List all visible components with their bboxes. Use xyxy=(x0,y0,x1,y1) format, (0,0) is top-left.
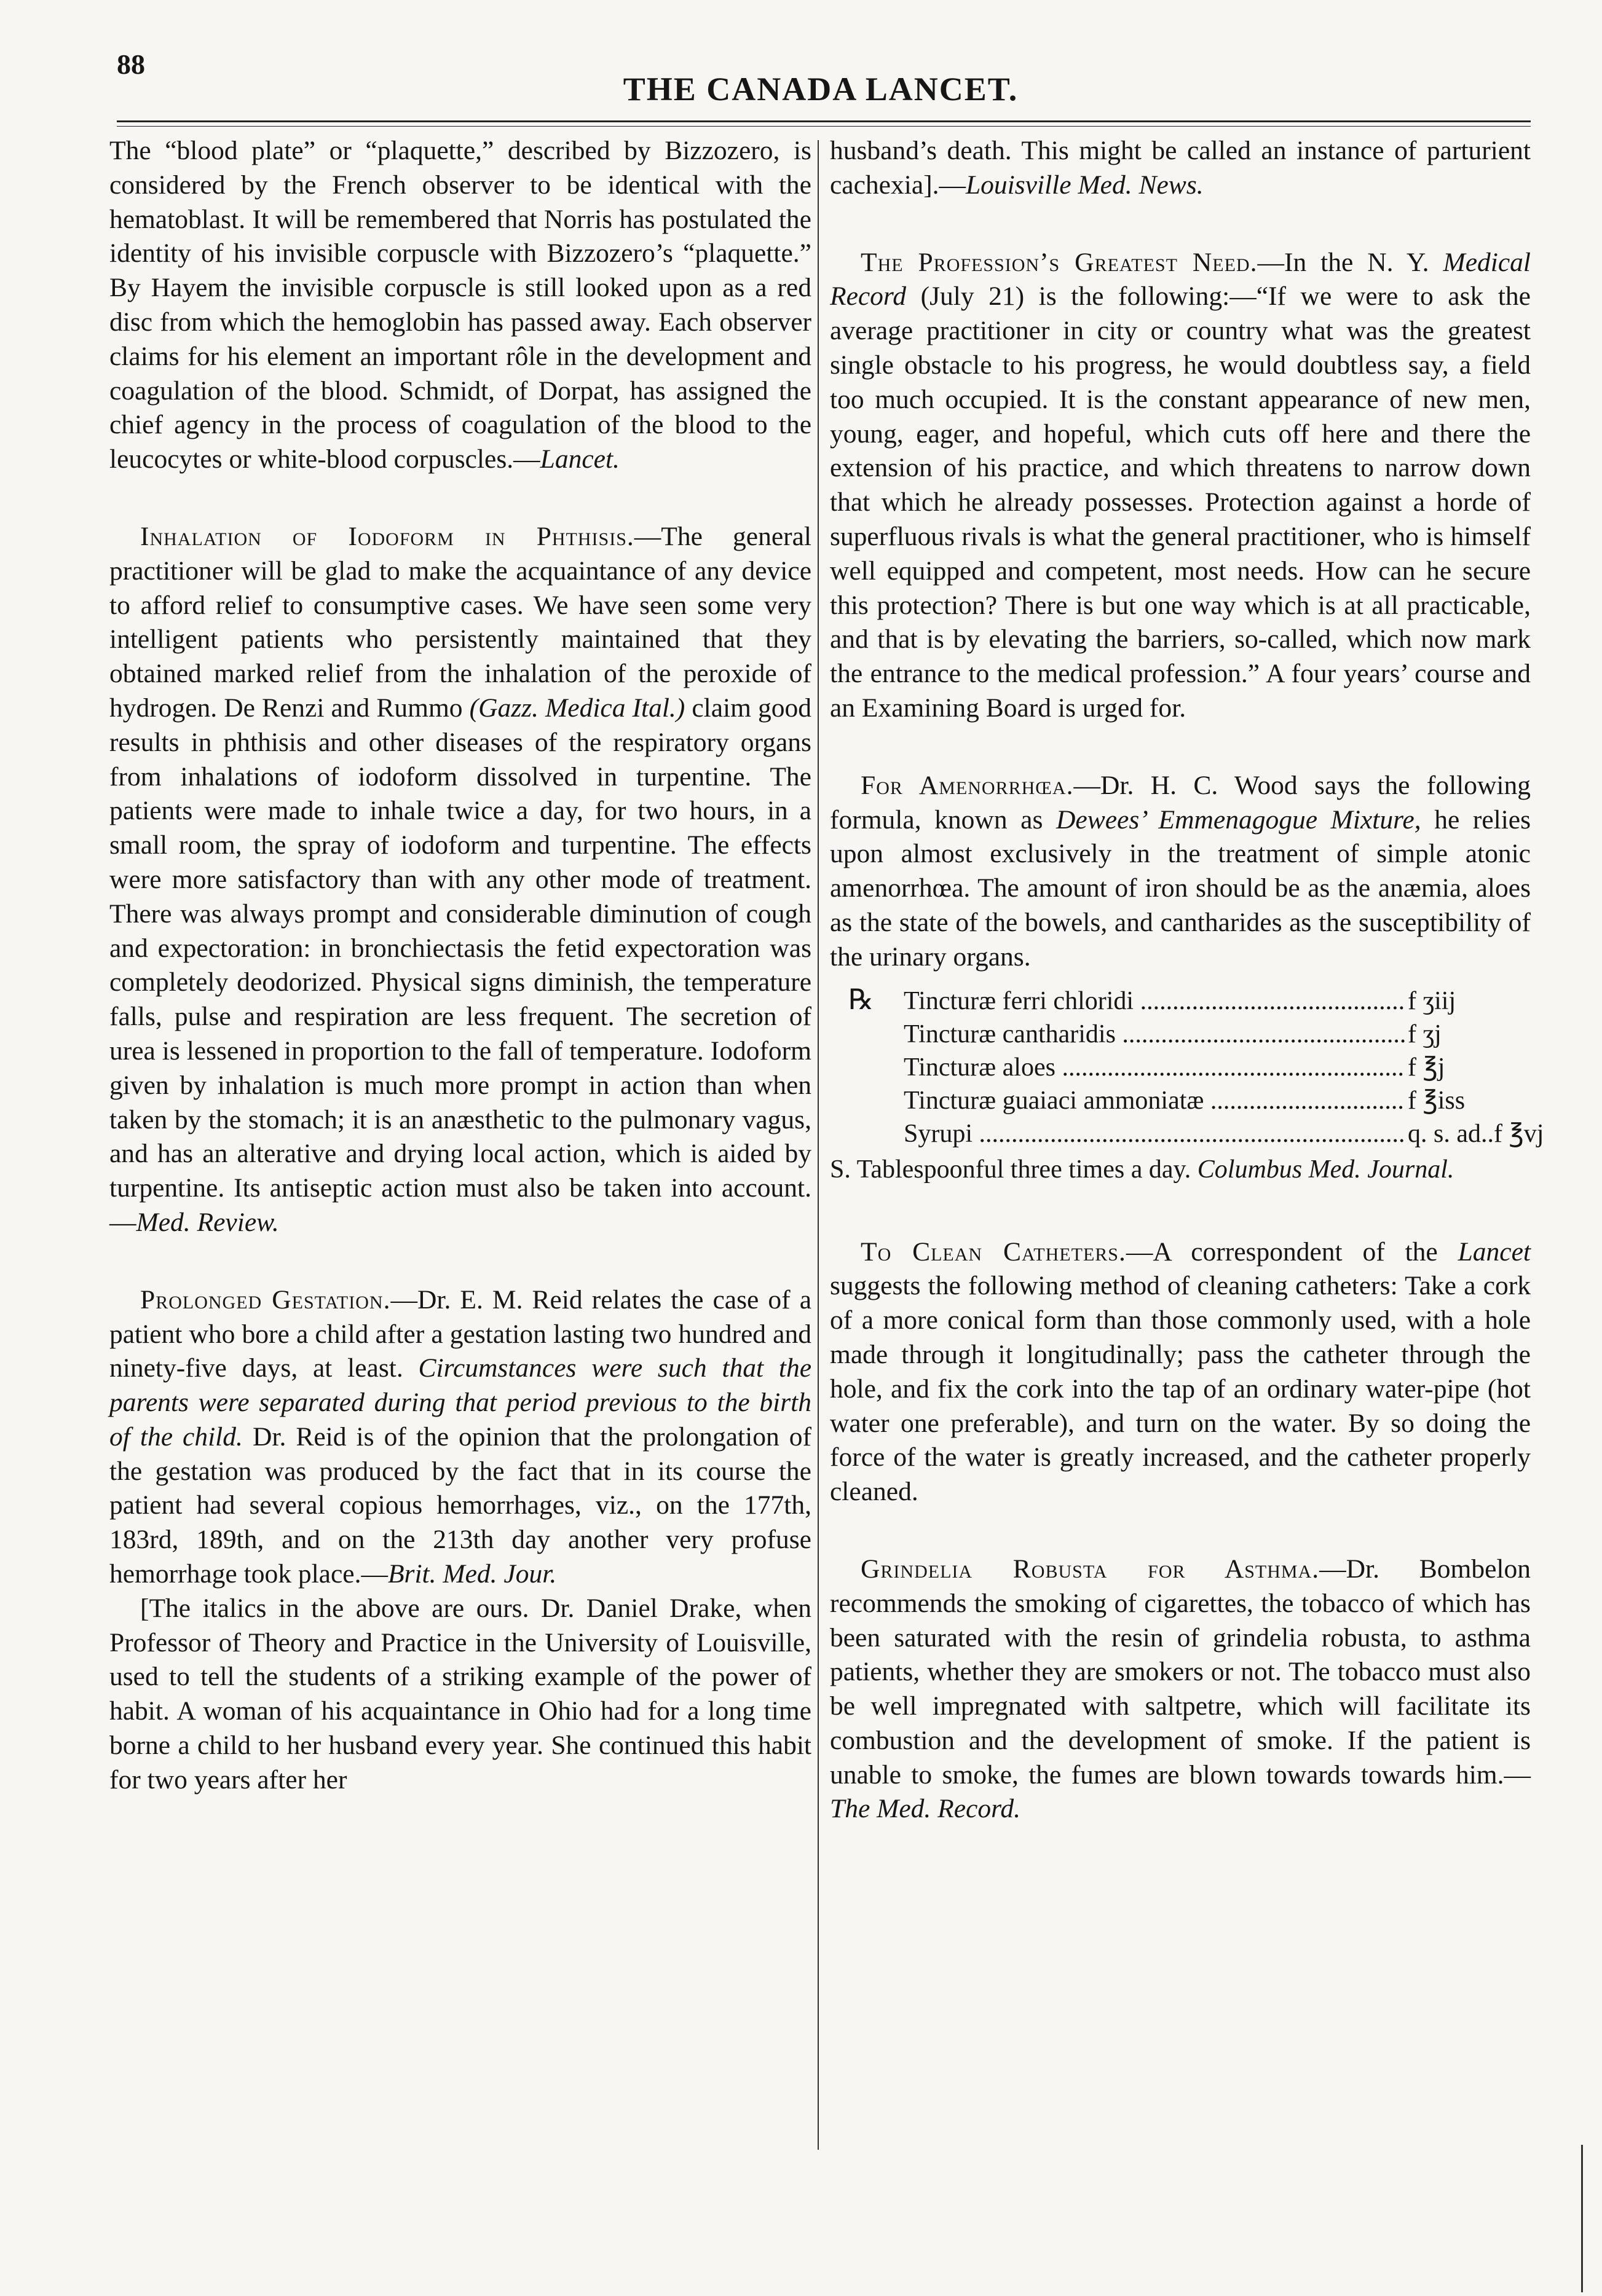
prescription-signa xyxy=(830,1153,1531,1186)
article-text: Dr. Reid is of the opinion that the prolongation of the gestation was produced by the fact that in its course the patient had several copious hemorrhages, viz., on the 177th, 183rd, 189th, and on the 213th day another very profuse hemorrhage took place.— xyxy=(109,1421,812,1589)
article-text: —Dr. Bombelon recommends the smoking of cigarettes, the tobacco of which has been saturated with the resin of grindelia robusta, to asthma patients, whether they are smokers or not. The tobacco must also be well impregnated with saltpetre, which will facilitate its combustion and the development of smoke. If the patient is unable to smoke, the fumes are blown towards towards him.— xyxy=(830,1554,1531,1790)
article-professions-greatest-need xyxy=(830,246,1531,726)
editorial-note: [The italics in the above are ours. Dr. Daniel Drake, when Professor of Theory and Practice in the University of Louisville, used to tell the students of a striking example of the power of habit. A woman of his acquaintance in Ohio had for a long time borne a child to her husband every year. She continued this habit for two years after her xyxy=(109,1593,811,1795)
article-amenorrhoea xyxy=(830,769,1531,975)
page-number: 88 xyxy=(117,49,145,80)
article-text: he relies upon almost exclusively in the treatment of simple atonic amenorrhœa. The amount of iron should be as the anæmia, aloes as the state of the bowels, and cantharides as the susceptibility of the urinary organs. xyxy=(830,804,1531,972)
article-text: —The general practitioner will be glad to make the acquaintance of any device to afford relief to consumptive cases. We have seen some very intelligent patients who persistently maintained that they obtained marked relief from the inhalation of the peroxide of hydrogen. De Renzi and Rummo xyxy=(109,521,812,723)
article-citation: Dewees’ Emmenagogue Mixture, xyxy=(1056,804,1421,835)
ingredient-name: Tincturæ guaiaci ammoniatæ ..... xyxy=(904,1084,1405,1117)
article-text: claim good results in phthisis and other diseases of the respiratory organs from inhalations of iodoform dissolved in turpentine. The patients were made to inhale twice a day, for two hours, in a small room, the spray of iodoform and turpentine. The effects were more satisfactory than with any other mode of treatment. There was always prompt and considerable diminution of cough and expectoration: in bronchiectasis the fetid expectoration was completely deodorized. Physical signs diminish, the temperature falls, pulse and respiration are less frequent. The secretion of urea is lessened in proportion to the fall of temperature. Iodoform given by inhalation is much more prompt in action than when taken by the stomach; it is an anæsthetic to the pulmonary vagus, and has an alterative and drying local action, which is aided by turpentine. Its antiseptic action must also be taken into account.— xyxy=(109,693,811,1237)
right-column xyxy=(830,134,1544,1826)
prescription-row xyxy=(830,1051,1531,1084)
article-heading: Prolonged Gestation. xyxy=(140,1284,391,1315)
page-edge-line xyxy=(1581,2145,1583,2292)
ingredient-quantity: q. s. ad..f ℥vj xyxy=(1408,1119,1544,1148)
article-source: Med. Review. xyxy=(136,1207,279,1237)
ingredient-name: Tincturæ ferri chloridi ..... xyxy=(904,985,1405,1018)
article-gap xyxy=(830,203,1531,246)
article-grindelia-robusta xyxy=(830,1552,1531,1826)
header-rule xyxy=(117,120,1531,127)
article-gap xyxy=(830,726,1531,769)
article-text: —In the N. Y. xyxy=(1257,247,1429,277)
article-citation: (Gazz. Medica Ital.) xyxy=(469,693,685,723)
article-inhalation-iodoform xyxy=(109,520,811,1240)
running-title: THE CANADA LANCET. xyxy=(623,71,1019,108)
prescription-row xyxy=(830,1084,1531,1117)
article-heading: The Profession’s Greatest Need. xyxy=(861,247,1258,277)
ingredient-name: Tincturæ aloes ..... xyxy=(904,1051,1405,1084)
article-source: Lancet. xyxy=(540,444,620,474)
left-column xyxy=(109,134,811,1798)
article-source: Brit. Med. Jour. xyxy=(387,1559,557,1589)
page-header xyxy=(117,44,1525,112)
article-heading: To Clean Catheters. xyxy=(861,1236,1126,1267)
article-heading: Inhalation of Iodoform in Phthisis. xyxy=(140,521,634,551)
article-clean-catheters xyxy=(830,1235,1531,1509)
prescription-row xyxy=(830,1018,1531,1051)
prescription xyxy=(830,983,1544,1186)
article-citation: Medical Record xyxy=(830,247,1531,312)
article-gap xyxy=(830,1509,1531,1552)
article-blood-plate xyxy=(109,134,811,477)
article-text: The “blood plate” or “plaquette,” described by Bizzozero, is considered by the French observer to be identical with the hematoblast. It will be remembered that Norris has postulated the identity of his invisible corpuscle with Bizzozero’s “plaquette.” By Hayem the invisible corpuscle is still looked upon as a red disc from which the hemoglobin has passed away. Each observer claims for his element an important rôle in the development and coagulation of the blood. Schmidt, of Dorpat, has assigned the chief agency in the process of coagulation of the blood to the leucocytes or white-blood corpuscles.— xyxy=(109,136,811,474)
article-heading: Grindelia Robusta for Asthma. xyxy=(861,1554,1320,1584)
ingredient-quantity: f ℥j xyxy=(1408,1053,1445,1082)
article-heading: For Amenorrhœa. xyxy=(861,770,1074,800)
article-prolonged-gestation xyxy=(109,1283,811,1592)
ingredient-quantity: f ℥iss xyxy=(1408,1086,1466,1115)
rx-symbol: ℞ xyxy=(848,983,874,1015)
article-text: husband’s death. This might be called an instance of parturient cachexia].— xyxy=(830,136,1531,200)
article-gap xyxy=(830,1192,1531,1235)
article-gap xyxy=(109,1240,811,1283)
article-gap xyxy=(109,477,811,520)
signa-text: S. Tablespoonful three times a day. xyxy=(830,1155,1191,1184)
article-text: (July 21) is the following:—“If we were to ask the average practitioner in city or country what was the greatest single obstacle to his progress, he would doubtless say, a field too much occupied. It is the constant appearance of new men, young, eager, and hopeful, which cuts off here and there the extension of his practice, and which threatens to narrow down that which he already possesses. Protection against a horde of superfluous rivals is what the general practitioner, who is himself well equipped and competent, most needs. How can he secure this protection? There is but one way which is at all practicable, and that is by elevating the barriers, so-called, which now mark the entrance to the medical profession.” A four years’ course and an Examining Board is urged for. xyxy=(830,281,1531,723)
prescription-row xyxy=(830,1117,1544,1150)
article-text: —A correspondent of the xyxy=(1126,1236,1438,1267)
editorial-note-continued xyxy=(830,134,1531,203)
ingredient-name: Tincturæ cantharidis ..... xyxy=(904,1018,1405,1051)
article-text: —Dr. H. C. Wood says the following formula, known as xyxy=(830,770,1531,835)
article-text: suggests the following method of cleaning catheters: Take a cork of a more conical form than those commonly used, with a hole made through it longitudinally; pass the catheter through the hole, and fix the cork into the tap of an ordinary water-pipe (hot water one preferable), and turn on the water. By so doing the force of the water is greatly increased, and the catheter properly cleaned. xyxy=(830,1271,1531,1507)
article-source: The Med. Record. xyxy=(830,1794,1021,1824)
article-source: Columbus Med. Journal. xyxy=(1197,1155,1454,1184)
article-source: Louisville Med. News. xyxy=(965,170,1204,200)
ingredient-quantity: f ʒj xyxy=(1408,1020,1442,1048)
ingredient-quantity: f ʒiij xyxy=(1408,986,1456,1015)
article-text: —Dr. E. M. Reid relates the case of a patient who bore a child after a gestation lasting two hundred and ninety-five days, at least. xyxy=(109,1284,812,1383)
prescription-row xyxy=(830,983,1531,1018)
article-citation: Lancet xyxy=(1458,1236,1531,1267)
article-italic-passage: Circumstances were such that the parents were separated during that period previous to the birth of the child. xyxy=(109,1353,811,1452)
column-divider xyxy=(818,140,819,2150)
ingredient-name: Syrupi ..... xyxy=(904,1117,1405,1150)
